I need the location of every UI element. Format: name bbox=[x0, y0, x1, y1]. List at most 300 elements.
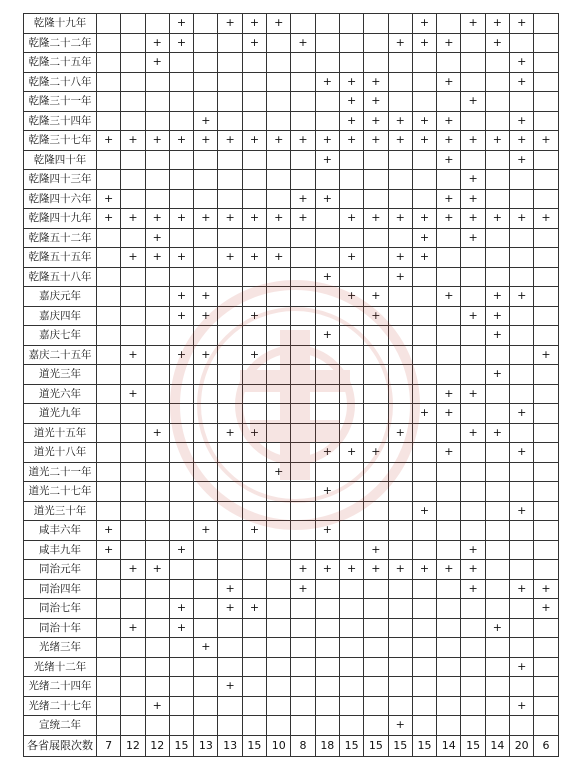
table-cell bbox=[97, 14, 121, 34]
table-cell bbox=[169, 189, 193, 209]
table-cell bbox=[339, 677, 363, 697]
table-cell bbox=[364, 482, 388, 502]
total-value: 15 bbox=[339, 735, 363, 756]
table-cell bbox=[510, 599, 534, 619]
table-cell bbox=[291, 657, 315, 677]
table-cell: + bbox=[412, 560, 436, 580]
table-cell bbox=[412, 72, 436, 92]
table-cell bbox=[315, 501, 339, 521]
table-cell bbox=[291, 228, 315, 248]
table-cell bbox=[194, 482, 218, 502]
table-cell bbox=[291, 482, 315, 502]
table-cell bbox=[267, 638, 291, 658]
table-cell bbox=[461, 482, 485, 502]
table-cell bbox=[315, 540, 339, 560]
table-cell bbox=[339, 306, 363, 326]
table-cell bbox=[510, 306, 534, 326]
table-cell: + bbox=[267, 248, 291, 268]
table-cell bbox=[242, 384, 266, 404]
table-cell bbox=[534, 111, 558, 131]
table-cell bbox=[388, 404, 412, 424]
table-cell bbox=[315, 657, 339, 677]
table-cell: + bbox=[510, 404, 534, 424]
table-cell bbox=[485, 638, 509, 658]
table-cell: + bbox=[388, 716, 412, 736]
table-row bbox=[24, 443, 559, 463]
table-cell: + bbox=[461, 92, 485, 112]
table-cell bbox=[267, 716, 291, 736]
table-cell: + bbox=[437, 560, 461, 580]
table-cell bbox=[169, 384, 193, 404]
table-cell bbox=[194, 92, 218, 112]
table-cell: + bbox=[169, 131, 193, 151]
table-cell bbox=[145, 306, 169, 326]
table-cell: + bbox=[510, 131, 534, 151]
table-cell bbox=[510, 521, 534, 541]
row-label: 道光三十年 bbox=[24, 501, 97, 521]
row-label: 同治七年 bbox=[24, 599, 97, 619]
table-cell bbox=[97, 150, 121, 170]
table-cell bbox=[388, 579, 412, 599]
total-value: 13 bbox=[218, 735, 242, 756]
table-cell: + bbox=[194, 287, 218, 307]
table-cell bbox=[194, 677, 218, 697]
table-cell bbox=[315, 170, 339, 190]
table-cell: + bbox=[194, 521, 218, 541]
table-cell bbox=[412, 365, 436, 385]
table-cell bbox=[364, 716, 388, 736]
table-cell bbox=[97, 170, 121, 190]
table-cell bbox=[437, 462, 461, 482]
table-cell bbox=[364, 248, 388, 268]
table-cell: + bbox=[145, 33, 169, 53]
table-cell: + bbox=[315, 150, 339, 170]
table-cell: + bbox=[461, 189, 485, 209]
table-cell: + bbox=[315, 72, 339, 92]
table-cell: + bbox=[388, 267, 412, 287]
table-cell bbox=[534, 228, 558, 248]
table-cell: + bbox=[218, 14, 242, 34]
table-cell bbox=[267, 501, 291, 521]
table-cell: + bbox=[194, 209, 218, 229]
table-row bbox=[24, 560, 559, 580]
table-cell bbox=[218, 345, 242, 365]
table-cell bbox=[145, 501, 169, 521]
table-cell bbox=[364, 404, 388, 424]
table-cell bbox=[267, 326, 291, 346]
table-cell bbox=[485, 228, 509, 248]
table-cell bbox=[388, 306, 412, 326]
table-cell: + bbox=[194, 111, 218, 131]
table-cell bbox=[291, 111, 315, 131]
table-cell bbox=[485, 462, 509, 482]
table-cell: + bbox=[218, 677, 242, 697]
table-cell bbox=[267, 599, 291, 619]
table-cell: + bbox=[194, 345, 218, 365]
table-cell bbox=[534, 92, 558, 112]
table-cell bbox=[121, 150, 145, 170]
table-cell: + bbox=[339, 287, 363, 307]
table-cell bbox=[461, 287, 485, 307]
table-cell bbox=[510, 384, 534, 404]
row-label: 光绪三年 bbox=[24, 638, 97, 658]
table-cell bbox=[121, 716, 145, 736]
table-cell bbox=[242, 72, 266, 92]
table-cell bbox=[194, 365, 218, 385]
table-cell: + bbox=[315, 267, 339, 287]
table-cell bbox=[461, 404, 485, 424]
row-label: 咸丰六年 bbox=[24, 521, 97, 541]
table-cell bbox=[388, 677, 412, 697]
table-cell bbox=[315, 248, 339, 268]
table-cell: + bbox=[412, 14, 436, 34]
table-cell bbox=[388, 521, 412, 541]
table-cell bbox=[97, 267, 121, 287]
table-cell bbox=[145, 384, 169, 404]
table-cell bbox=[145, 618, 169, 638]
table-cell bbox=[437, 599, 461, 619]
table-cell: + bbox=[315, 443, 339, 463]
table-cell bbox=[510, 560, 534, 580]
table-cell bbox=[121, 306, 145, 326]
table-cell bbox=[121, 287, 145, 307]
table-cell bbox=[364, 150, 388, 170]
table-cell bbox=[315, 384, 339, 404]
table-cell bbox=[194, 462, 218, 482]
table-cell bbox=[388, 501, 412, 521]
table-cell bbox=[364, 638, 388, 658]
table-cell: + bbox=[388, 33, 412, 53]
table-cell bbox=[194, 72, 218, 92]
table-cell: + bbox=[315, 189, 339, 209]
total-value: 12 bbox=[121, 735, 145, 756]
table-cell bbox=[97, 696, 121, 716]
table-cell bbox=[121, 599, 145, 619]
table-cell bbox=[412, 579, 436, 599]
table-cell bbox=[121, 53, 145, 73]
table-cell bbox=[169, 365, 193, 385]
table-cell bbox=[97, 345, 121, 365]
table-cell bbox=[169, 423, 193, 443]
table-row bbox=[24, 423, 559, 443]
table-cell bbox=[412, 696, 436, 716]
table-cell bbox=[242, 92, 266, 112]
table-cell bbox=[218, 618, 242, 638]
table-cell bbox=[97, 716, 121, 736]
table-cell: + bbox=[412, 111, 436, 131]
table-row bbox=[24, 287, 559, 307]
table-cell bbox=[121, 521, 145, 541]
table-cell bbox=[194, 267, 218, 287]
table-cell bbox=[461, 501, 485, 521]
table-row bbox=[24, 326, 559, 346]
table-cell bbox=[534, 53, 558, 73]
table-cell: + bbox=[315, 326, 339, 346]
table-cell bbox=[534, 618, 558, 638]
table-cell: + bbox=[291, 33, 315, 53]
table-cell bbox=[485, 540, 509, 560]
table-cell bbox=[485, 696, 509, 716]
table-cell bbox=[388, 53, 412, 73]
table-row bbox=[24, 267, 559, 287]
table-cell bbox=[267, 482, 291, 502]
table-cell bbox=[315, 228, 339, 248]
table-cell bbox=[388, 287, 412, 307]
table-row bbox=[24, 462, 559, 482]
table-cell bbox=[145, 521, 169, 541]
table-cell bbox=[485, 384, 509, 404]
table-cell bbox=[461, 326, 485, 346]
table-cell bbox=[364, 657, 388, 677]
table-cell bbox=[267, 345, 291, 365]
table-cell bbox=[121, 462, 145, 482]
table-cell bbox=[339, 696, 363, 716]
table-cell: + bbox=[510, 14, 534, 34]
table-cell bbox=[291, 170, 315, 190]
table-cell bbox=[412, 521, 436, 541]
row-label: 咸丰九年 bbox=[24, 540, 97, 560]
table-cell bbox=[534, 657, 558, 677]
table-cell bbox=[388, 462, 412, 482]
table-cell bbox=[485, 111, 509, 131]
table-cell bbox=[510, 228, 534, 248]
table-cell bbox=[97, 33, 121, 53]
table-cell bbox=[291, 540, 315, 560]
table-row bbox=[24, 345, 559, 365]
table-cell bbox=[534, 482, 558, 502]
total-value: 10 bbox=[267, 735, 291, 756]
table-cell bbox=[97, 53, 121, 73]
table-cell: + bbox=[267, 209, 291, 229]
table-cell bbox=[412, 150, 436, 170]
table-cell bbox=[437, 53, 461, 73]
table-cell bbox=[339, 540, 363, 560]
table-cell bbox=[267, 423, 291, 443]
table-cell bbox=[437, 501, 461, 521]
table-cell: + bbox=[510, 287, 534, 307]
table-cell bbox=[291, 404, 315, 424]
table-cell bbox=[97, 657, 121, 677]
table-cell: + bbox=[242, 14, 266, 34]
table-cell bbox=[242, 657, 266, 677]
table-cell bbox=[510, 482, 534, 502]
table-cell: + bbox=[485, 33, 509, 53]
table-cell bbox=[461, 150, 485, 170]
table-cell bbox=[412, 306, 436, 326]
table-row bbox=[24, 384, 559, 404]
table-cell: + bbox=[510, 696, 534, 716]
table-cell bbox=[145, 677, 169, 697]
table-cell bbox=[97, 482, 121, 502]
table-cell bbox=[218, 228, 242, 248]
table-cell bbox=[121, 540, 145, 560]
table-cell bbox=[291, 14, 315, 34]
row-label: 嘉庆元年 bbox=[24, 287, 97, 307]
table-cell bbox=[97, 443, 121, 463]
table-cell bbox=[339, 326, 363, 346]
table-cell bbox=[169, 521, 193, 541]
table-cell bbox=[388, 618, 412, 638]
table-cell: + bbox=[194, 131, 218, 151]
table-cell bbox=[339, 14, 363, 34]
table-cell: + bbox=[510, 111, 534, 131]
total-value: 8 bbox=[291, 735, 315, 756]
table-cell bbox=[291, 696, 315, 716]
table-cell: + bbox=[291, 131, 315, 151]
table-cell bbox=[145, 540, 169, 560]
table-cell bbox=[291, 72, 315, 92]
table-cell bbox=[364, 423, 388, 443]
table-cell bbox=[461, 677, 485, 697]
table-cell bbox=[194, 540, 218, 560]
table-cell bbox=[267, 111, 291, 131]
table-cell bbox=[534, 326, 558, 346]
table-cell bbox=[437, 482, 461, 502]
table-cell bbox=[339, 365, 363, 385]
table-cell: + bbox=[339, 560, 363, 580]
table-cell bbox=[242, 579, 266, 599]
table-cell bbox=[364, 696, 388, 716]
table-cell bbox=[194, 53, 218, 73]
table-cell: + bbox=[510, 209, 534, 229]
table-cell bbox=[121, 657, 145, 677]
table-cell bbox=[194, 618, 218, 638]
table-cell bbox=[242, 716, 266, 736]
table-row bbox=[24, 638, 559, 658]
table-cell bbox=[194, 443, 218, 463]
table-cell: + bbox=[339, 209, 363, 229]
table-cell: + bbox=[388, 131, 412, 151]
table-cell bbox=[315, 209, 339, 229]
table-cell bbox=[145, 404, 169, 424]
table-cell bbox=[169, 267, 193, 287]
table-cell: + bbox=[339, 248, 363, 268]
table-cell bbox=[291, 267, 315, 287]
table-cell bbox=[510, 716, 534, 736]
table-cell bbox=[145, 14, 169, 34]
table-cell bbox=[461, 111, 485, 131]
row-label: 乾隆二十八年 bbox=[24, 72, 97, 92]
table-cell bbox=[364, 618, 388, 638]
table-cell: + bbox=[315, 521, 339, 541]
table-cell bbox=[267, 443, 291, 463]
table-cell: + bbox=[242, 33, 266, 53]
table-row bbox=[24, 72, 559, 92]
table-cell bbox=[437, 228, 461, 248]
total-value: 15 bbox=[169, 735, 193, 756]
table-cell bbox=[315, 677, 339, 697]
table-cell: + bbox=[485, 306, 509, 326]
table-cell bbox=[194, 189, 218, 209]
table-cell bbox=[242, 365, 266, 385]
table-cell: + bbox=[364, 540, 388, 560]
table-cell bbox=[315, 287, 339, 307]
table-cell bbox=[510, 33, 534, 53]
table-cell bbox=[315, 345, 339, 365]
table-cell: + bbox=[510, 53, 534, 73]
table-cell bbox=[194, 560, 218, 580]
table-cell bbox=[485, 657, 509, 677]
table-cell: + bbox=[485, 326, 509, 346]
table-cell bbox=[242, 326, 266, 346]
table-cell: + bbox=[437, 131, 461, 151]
table-cell bbox=[121, 326, 145, 346]
table-cell bbox=[388, 150, 412, 170]
table-cell bbox=[412, 423, 436, 443]
table-cell bbox=[194, 14, 218, 34]
table-cell bbox=[194, 404, 218, 424]
row-label: 乾隆四十九年 bbox=[24, 209, 97, 229]
table-cell bbox=[169, 560, 193, 580]
table-cell bbox=[364, 326, 388, 346]
table-cell: + bbox=[121, 384, 145, 404]
total-row bbox=[24, 735, 559, 756]
table-cell bbox=[97, 462, 121, 482]
table-cell bbox=[485, 92, 509, 112]
table-cell bbox=[364, 33, 388, 53]
table-cell: + bbox=[485, 131, 509, 151]
table-cell bbox=[315, 579, 339, 599]
table-cell bbox=[510, 618, 534, 638]
table-cell bbox=[267, 540, 291, 560]
table-cell bbox=[97, 638, 121, 658]
table-cell bbox=[485, 53, 509, 73]
table-cell bbox=[218, 384, 242, 404]
table-cell bbox=[461, 638, 485, 658]
table-cell bbox=[218, 365, 242, 385]
table-cell: + bbox=[364, 443, 388, 463]
table-cell bbox=[145, 443, 169, 463]
table-cell bbox=[412, 53, 436, 73]
table-cell bbox=[485, 248, 509, 268]
table-cell bbox=[121, 696, 145, 716]
table-cell: + bbox=[169, 306, 193, 326]
table-cell bbox=[291, 677, 315, 697]
table-cell: + bbox=[218, 579, 242, 599]
table-row bbox=[24, 540, 559, 560]
table-cell: + bbox=[339, 92, 363, 112]
table-cell bbox=[534, 248, 558, 268]
table-cell: + bbox=[218, 131, 242, 151]
row-label: 乾隆四十年 bbox=[24, 150, 97, 170]
table-cell: + bbox=[437, 33, 461, 53]
table-cell bbox=[145, 150, 169, 170]
total-value: 20 bbox=[510, 735, 534, 756]
table-cell bbox=[169, 92, 193, 112]
table-cell bbox=[267, 618, 291, 638]
table-cell: + bbox=[388, 111, 412, 131]
table-cell: + bbox=[121, 618, 145, 638]
table-cell bbox=[242, 111, 266, 131]
table-cell: + bbox=[145, 423, 169, 443]
table-cell bbox=[97, 92, 121, 112]
table-cell bbox=[267, 189, 291, 209]
table-cell: + bbox=[218, 423, 242, 443]
table-cell bbox=[485, 599, 509, 619]
table-cell bbox=[510, 189, 534, 209]
table-cell bbox=[121, 228, 145, 248]
table-row bbox=[24, 696, 559, 716]
total-value: 15 bbox=[388, 735, 412, 756]
table-cell: + bbox=[145, 228, 169, 248]
table-row bbox=[24, 716, 559, 736]
table-cell bbox=[97, 618, 121, 638]
table-cell bbox=[242, 53, 266, 73]
table-cell: + bbox=[242, 209, 266, 229]
table-cell bbox=[364, 384, 388, 404]
table-cell: + bbox=[461, 14, 485, 34]
table-cell: + bbox=[461, 540, 485, 560]
